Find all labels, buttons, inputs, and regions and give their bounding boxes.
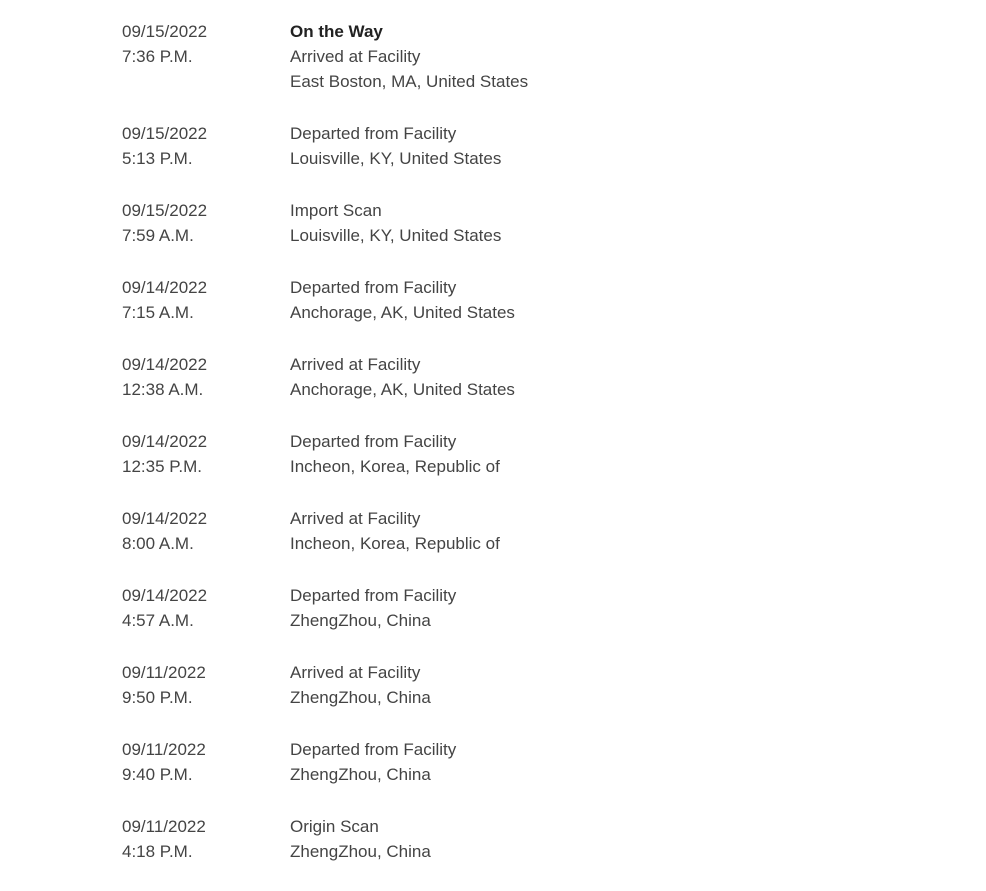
event-status: Departed from Facility	[290, 432, 457, 451]
event-location: East Boston, MA, United States	[290, 72, 529, 91]
event-status: Departed from Facility	[290, 278, 457, 297]
event-date: 09/14/2022	[122, 432, 208, 451]
event-datetime	[122, 814, 290, 864]
event-status: Arrived at Facility	[290, 47, 421, 66]
event-location: Anchorage, AK, United States	[290, 303, 515, 322]
event-details	[290, 352, 822, 402]
tracking-event	[122, 429, 822, 479]
tracking-event	[122, 814, 822, 864]
event-datetime	[122, 506, 290, 556]
event-time: 7:59 A.M.	[122, 226, 194, 245]
event-details	[290, 19, 822, 94]
event-location: ZhengZhou, China	[290, 611, 431, 630]
event-datetime	[122, 19, 290, 94]
tracking-event	[122, 506, 822, 556]
event-time: 12:38 A.M.	[122, 380, 204, 399]
event-details	[290, 583, 822, 633]
tracking-event	[122, 275, 822, 325]
tracking-timeline	[122, 19, 822, 891]
tracking-event	[122, 198, 822, 248]
event-time: 12:35 P.M.	[122, 457, 203, 476]
event-time: 4:18 P.M.	[122, 842, 193, 861]
event-datetime	[122, 429, 290, 479]
event-datetime	[122, 737, 290, 787]
event-location: Incheon, Korea, Republic of	[290, 534, 500, 553]
event-details	[290, 814, 822, 864]
event-status: Arrived at Facility	[290, 355, 421, 374]
event-details	[290, 275, 822, 325]
event-location: Louisville, KY, United States	[290, 149, 502, 168]
event-details	[290, 121, 822, 171]
tracking-event	[122, 737, 822, 787]
event-location: ZhengZhou, China	[290, 765, 431, 784]
tracking-event	[122, 19, 822, 94]
tracking-event	[122, 121, 822, 171]
event-location: Anchorage, AK, United States	[290, 380, 515, 399]
event-details	[290, 737, 822, 787]
event-location: ZhengZhou, China	[290, 688, 431, 707]
event-time: 5:13 P.M.	[122, 149, 193, 168]
event-time: 8:00 A.M.	[122, 534, 194, 553]
event-date: 09/15/2022	[122, 22, 208, 41]
event-heading: On the Way	[290, 22, 383, 41]
event-location: Incheon, Korea, Republic of	[290, 457, 500, 476]
event-time: 9:50 P.M.	[122, 688, 193, 707]
event-datetime	[122, 352, 290, 402]
event-date: 09/11/2022	[122, 817, 206, 836]
event-date: 09/15/2022	[122, 124, 208, 143]
tracking-event	[122, 352, 822, 402]
event-date: 09/14/2022	[122, 509, 208, 528]
event-datetime	[122, 275, 290, 325]
event-status: Arrived at Facility	[290, 509, 421, 528]
event-status: Departed from Facility	[290, 740, 457, 759]
event-datetime	[122, 121, 290, 171]
event-status: Import Scan	[290, 201, 382, 220]
tracking-event	[122, 660, 822, 710]
event-time: 4:57 A.M.	[122, 611, 194, 630]
event-date: 09/11/2022	[122, 740, 206, 759]
event-status: Origin Scan	[290, 817, 379, 836]
tracking-event	[122, 583, 822, 633]
event-details	[290, 660, 822, 710]
event-details	[290, 506, 822, 556]
event-location: ZhengZhou, China	[290, 842, 431, 861]
event-status: Departed from Facility	[290, 586, 457, 605]
event-datetime	[122, 198, 290, 248]
event-time: 9:40 P.M.	[122, 765, 193, 784]
event-date: 09/14/2022	[122, 355, 208, 374]
event-status: Departed from Facility	[290, 124, 457, 143]
event-time: 7:36 P.M.	[122, 47, 193, 66]
event-details	[290, 198, 822, 248]
event-date: 09/14/2022	[122, 586, 208, 605]
event-location: Louisville, KY, United States	[290, 226, 502, 245]
event-details	[290, 429, 822, 479]
event-time: 7:15 A.M.	[122, 303, 194, 322]
event-status: Arrived at Facility	[290, 663, 421, 682]
event-date: 09/14/2022	[122, 278, 208, 297]
event-datetime	[122, 660, 290, 710]
event-date: 09/15/2022	[122, 201, 208, 220]
event-datetime	[122, 583, 290, 633]
event-date: 09/11/2022	[122, 663, 206, 682]
